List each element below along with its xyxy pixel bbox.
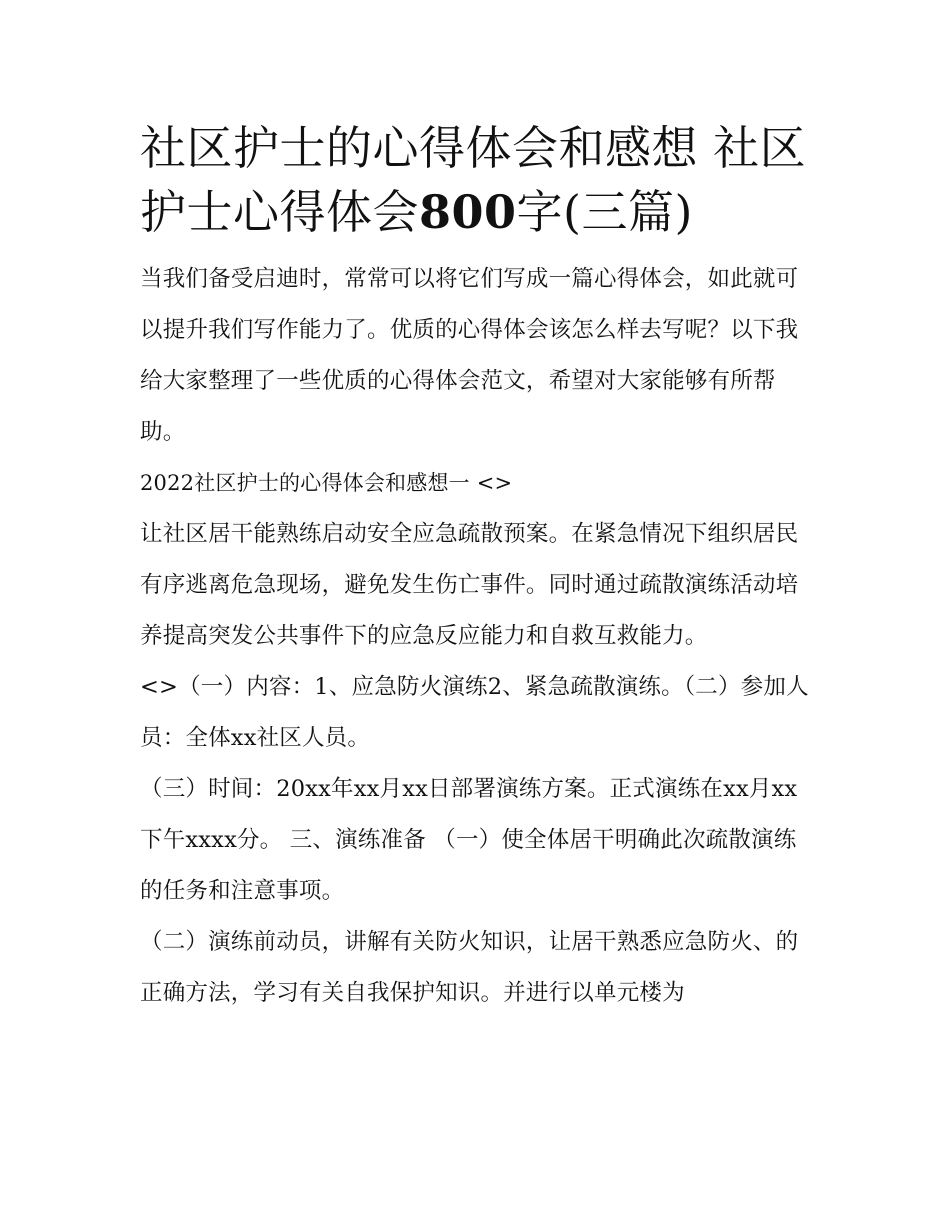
document-page <box>140 116 812 1019</box>
title-number: 800 <box>419 185 517 239</box>
title-text-part2: 字(三篇) <box>516 185 693 239</box>
intro-paragraph: 当我们备受启迪时，常常可以将它们写成一篇心得体会，如此就可以提升我们写作能力了。优质的心得体会该怎么样去写呢？以下我给大家整理了一些优质的心得体会范文，希望对大家能够有所帮助。 <box>140 266 799 445</box>
section-heading: 2022社区护士的心得体会和感想一 <> <box>140 471 513 495</box>
body-paragraph: <>（一）内容：1、应急防火演练2、紧急疏散演练。（二）参加人员：全体xx社区人员。 <box>140 674 809 751</box>
body-paragraph: 让社区居干能熟练启动安全应急疏散预案。在紧急情况下组织居民有序逃离危急现场，避免发生伤亡事件。同时通过疏散演练活动培养提高突发公共事件下的应急反应能力和自救互救能力。 <box>140 521 799 649</box>
document-title <box>140 116 812 244</box>
title-text-part1: 社区护士的心得体会和感想 社区护士心得体会 <box>140 121 807 239</box>
body-paragraph: （三）时间：20xx年xx月xx日部署演练方案。正式演练在xx月xx下午xxxx分。 三、演练准备 （一）使全体居干明确此次疏散演练的任务和注意事项。 <box>140 776 798 904</box>
body-paragraph: （二）演练前动员，讲解有关防火知识，让居干熟悉应急防火、的正确方法，学习有关自我保护知识。并进行以单元楼为 <box>140 929 799 1006</box>
